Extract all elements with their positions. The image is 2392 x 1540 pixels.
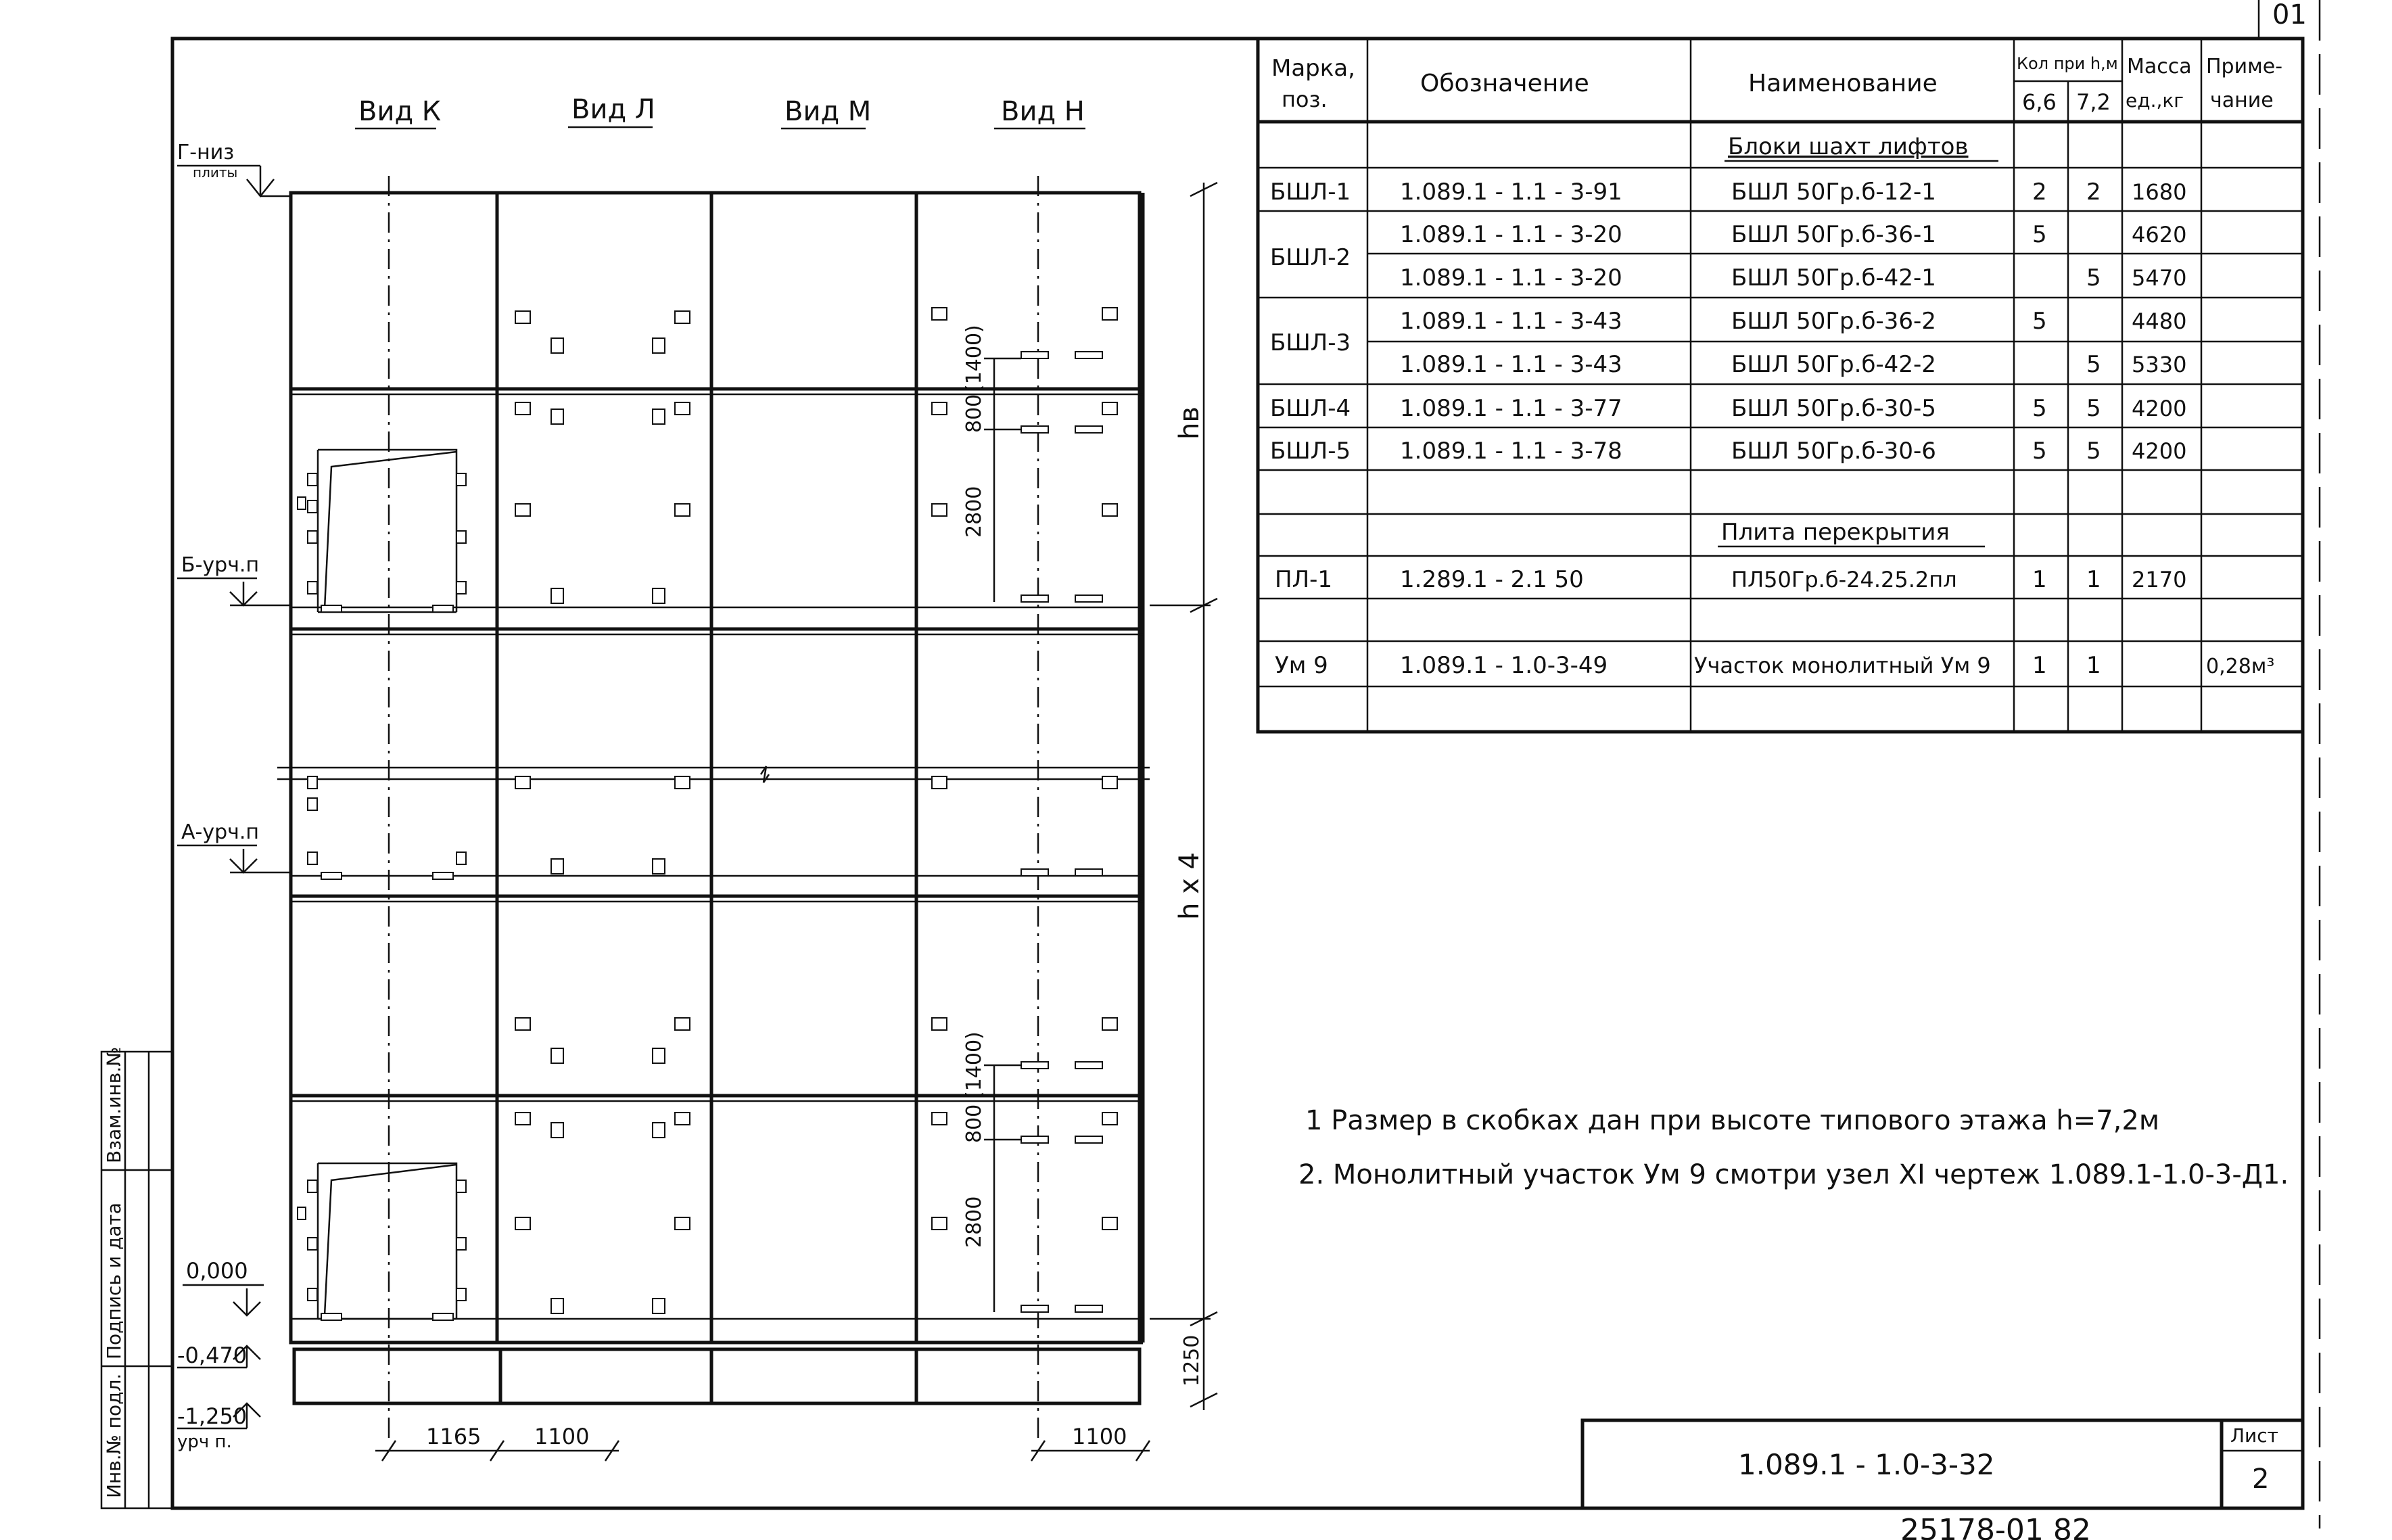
row7-q66: 5 [2032, 438, 2047, 465]
row1-designation: 1.089.1 - 1.1 - 3-91 [1400, 179, 1622, 206]
row9-mark: Ум 9 [1275, 652, 1328, 679]
row1-q66: 2 [2032, 179, 2047, 206]
stamp-vzam-inv: Взам.инв.№ [103, 1046, 125, 1163]
section-slab: Плита перекрытия [1721, 519, 1950, 546]
row5-mass: 5330 [2132, 352, 2187, 377]
row4-name: БШЛ 50Гр.б-36-2 [1731, 308, 1936, 335]
elevation-drawing [177, 94, 1217, 1461]
dim-h-x4: h x 4 [1174, 852, 1205, 920]
view-l-title: Вид Л [571, 94, 655, 125]
row8-mass: 2170 [2132, 567, 2187, 592]
row7-name: БШЛ 50Гр.б-30-6 [1731, 438, 1936, 465]
row6-q66: 5 [2032, 395, 2047, 422]
dim-800-b: 800 [962, 1104, 986, 1143]
sheet-number: 2 [2252, 1464, 2270, 1495]
level-g-sub: плиты [193, 164, 238, 181]
row2-q66: 5 [2032, 221, 2047, 248]
row7-designation: 1.089.1 - 1.1 - 3-78 [1400, 438, 1622, 465]
row4-q66: 5 [2032, 308, 2047, 335]
dim-1400-b: (1400) [962, 1031, 986, 1099]
section-blocks: Блоки шахт лифтов [1728, 133, 1969, 160]
header-mark-l1: Марка, [1271, 55, 1355, 82]
dim-1400-a: (1400) [962, 325, 986, 392]
row5-name: БШЛ 50Гр.б-42-2 [1731, 351, 1936, 378]
row7-mass: 4200 [2132, 438, 2187, 464]
level-m0470: -0,470 [177, 1343, 248, 1368]
row4-mark: БШЛ-3 [1270, 329, 1351, 356]
spec-table [1258, 39, 2303, 732]
row2-name: БШЛ 50Гр.б-36-1 [1731, 221, 1936, 248]
level-g-label: Г-низ [177, 141, 235, 164]
row4-designation: 1.089.1 - 1.1 - 3-43 [1400, 308, 1622, 335]
header-qty-66: 6,6 [2022, 89, 2057, 115]
row8-q72: 1 [2086, 566, 2101, 593]
row5-designation: 1.089.1 - 1.1 - 3-43 [1400, 351, 1622, 378]
header-qty-72: 7,2 [2076, 89, 2111, 115]
horizontal-dimensions [375, 1424, 1150, 1461]
side-stamp [101, 1047, 172, 1508]
stamp-signature-date: Подпись и дата [103, 1203, 125, 1359]
row8-designation: 1.289.1 - 2.1 50 [1400, 566, 1584, 593]
level-zero: 0,000 [186, 1258, 248, 1284]
top-right-code: 01 [2272, 0, 2307, 30]
row6-designation: 1.089.1 - 1.1 - 3-77 [1400, 395, 1622, 422]
header-note-l1: Приме- [2206, 55, 2283, 78]
row3-q72: 5 [2086, 264, 2101, 291]
row6-mark: БШЛ-4 [1270, 395, 1351, 422]
row8-q66: 1 [2032, 566, 2047, 593]
view-n-title: Вид Н [1001, 96, 1085, 127]
row1-mark: БШЛ-1 [1270, 179, 1351, 206]
level-markers [177, 141, 291, 1452]
row9-name: Участок монолитный Ум 9 [1694, 653, 1991, 678]
row2-mass: 4620 [2132, 222, 2187, 248]
row6-name: БШЛ 50Гр.б-30-5 [1731, 395, 1936, 422]
dim-2800-a: 2800 [962, 486, 986, 538]
row8-mark: ПЛ-1 [1275, 566, 1333, 593]
header-name: Наименование [1748, 70, 1938, 97]
dim-1165: 1165 [426, 1424, 482, 1449]
row2-designation: 1.089.1 - 1.1 - 3-20 [1400, 221, 1622, 248]
header-mark-l2: поз. [1282, 87, 1328, 112]
row9-q72: 1 [2086, 652, 2101, 679]
header-mass-l1: Масса [2127, 55, 2192, 78]
view-k-title: Вид К [358, 96, 442, 127]
row8-name: ПЛ50Гр.б-24.25.2пл [1731, 567, 1957, 592]
row6-mass: 4200 [2132, 396, 2187, 421]
note-1: 1 Размер в скобках дан при высоте типового этажа h=7,2м [1305, 1105, 2159, 1136]
sheet-label: Лист [2230, 1424, 2278, 1447]
header-designation: Обозначение [1420, 70, 1589, 97]
sheet-frame [172, 39, 2303, 1508]
dim-2800-b: 2800 [962, 1196, 986, 1248]
level-m1250-sub: урч п. [177, 1432, 232, 1452]
doc-code: 1.089.1 - 1.0-3-32 [1738, 1448, 1995, 1481]
header-note-l2: чание [2210, 89, 2274, 112]
bottom-code: 25178-01 82 [1900, 1513, 2091, 1540]
note-2: 2. Монолитный участок Ум 9 смотри узел XI чертеж 1.089.1-1.0-3-Д1. [1298, 1159, 2289, 1190]
dim-1100-b: 1100 [1072, 1424, 1127, 1449]
row7-q72: 5 [2086, 438, 2101, 465]
dim-1100-a: 1100 [534, 1424, 590, 1449]
vertical-dimensions [962, 183, 1217, 1410]
row1-name: БШЛ 50Гр.б-12-1 [1731, 179, 1936, 206]
row6-q72: 5 [2086, 395, 2101, 422]
row9-designation: 1.089.1 - 1.0-3-49 [1400, 652, 1608, 679]
row1-mass: 1680 [2132, 179, 2187, 205]
title-block [1582, 1420, 2303, 1508]
dim-1250: 1250 [1180, 1334, 1204, 1386]
notes [1298, 1105, 2289, 1190]
row1-q72: 2 [2086, 179, 2101, 206]
row5-q72: 5 [2086, 351, 2101, 378]
row2-mark: БШЛ-2 [1270, 244, 1351, 271]
header-qty: Кол при h,м [2017, 54, 2118, 73]
level-b-label: Б-урч.п [181, 553, 260, 577]
header-mass-l2: ед.,кг [2126, 89, 2184, 112]
row9-note: 0,28м³ [2206, 655, 2275, 678]
row7-mark: БШЛ-5 [1270, 438, 1351, 465]
row3-mass: 5470 [2132, 265, 2187, 291]
stamp-inv-podl: Инв.№ подл. [103, 1373, 125, 1498]
row4-mass: 4480 [2132, 308, 2187, 334]
row3-name: БШЛ 50Гр.б-42-1 [1731, 264, 1936, 291]
dim-h-b: hв [1174, 406, 1205, 440]
dim-800-a: 800 [962, 394, 986, 433]
level-m1250: -1,250 [177, 1403, 248, 1429]
row9-q66: 1 [2032, 652, 2047, 679]
view-m-title: Вид М [784, 96, 872, 127]
row3-designation: 1.089.1 - 1.1 - 3-20 [1400, 264, 1622, 291]
level-a-label: А-урч.п [181, 820, 260, 844]
